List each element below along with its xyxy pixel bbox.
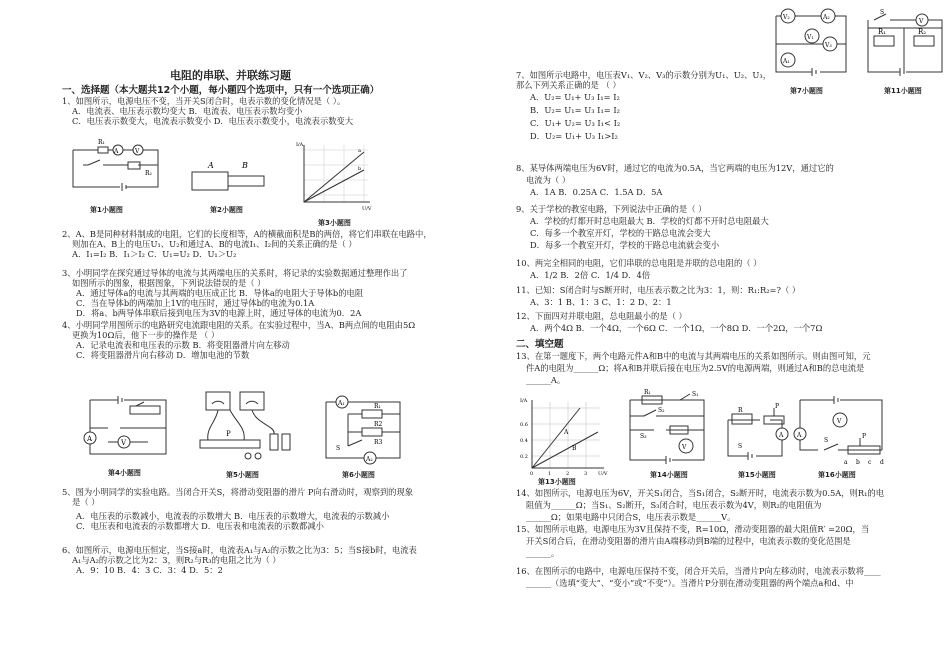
graph-13-xtick-0: 0 — [530, 471, 534, 477]
graph-3-ylabel: I/A — [296, 142, 304, 148]
question-12-options: A．两个4Ω B．一个4Ω，一个6Ω C．一个1Ω，一个8Ω D．一个2Ω，一个7Ω — [530, 323, 823, 333]
fig6-r1-label: R₁ — [374, 403, 381, 410]
question-3-stem-2: 如图所示的图象，根据图象，下列说法错误的是（ ） — [72, 278, 266, 288]
question-6-options: A．9：10 B．4：3 C．3：4 D．5：2 — [76, 565, 223, 575]
fig11-r2-label: R₂ — [918, 28, 927, 36]
fig14-s3-label: S₃ — [640, 433, 647, 440]
graph-13-ytick-0.2: 0.2 — [520, 454, 528, 460]
figure-2-conductors — [190, 160, 270, 200]
question-3 — [62, 268, 407, 318]
question-5-stem: 5、图为小明同学的实验电路。当闭合开关S，将滑动变阻器的滑片 P向右滑动时，观察到的现象 — [62, 487, 414, 497]
graph-13-line-a — [532, 408, 580, 468]
fig16-a-label: A — [797, 432, 802, 439]
question-7-option-d: D．U₂= U₁+ U₃ I₁>I₂ — [530, 131, 618, 141]
fig11-s-label: S — [880, 9, 885, 16]
caption-fig-5: 第5小题图 — [226, 471, 259, 479]
question-4-stem: 4、小明同学用图所示的电路研究电流跟电阻的关系。在实验过程中，当A、B两点间的电阻由5Ω — [62, 320, 416, 330]
fig14-v-label: V — [682, 444, 687, 451]
figure-13-iu-graph — [520, 396, 610, 476]
question-13-stem-2: 件A的电阻为______Ω；将A和B并联后接在电压为2.5V的电源两端，则通过A和B的总电流是 — [526, 363, 865, 373]
caption-fig-1: 第1小题图 — [90, 206, 123, 214]
figure-7-circuit — [768, 6, 860, 78]
question-11-stem: 11、已知：S闭合时与S断开时，电压表示数之比为3：1，则：R₁:R₂=?（ ） — [516, 285, 801, 295]
question-2 — [62, 229, 432, 259]
question-10-stem: 10、两完全相同的电阻，它们串联的总电阻是并联的总电阻的（ ） — [516, 258, 762, 268]
question-5 — [62, 487, 413, 531]
question-5-option-ab: A．电压表的示数减小，电流表的示数增大 B．电压表的示数增大，电流表的示数减小 — [76, 511, 390, 521]
question-3-stem: 3、小明同学在探究通过导体的电流与其两端电压的关系时，将记录的实验数据通过整理作出了 — [62, 268, 408, 278]
r2-label: R₂ — [145, 170, 152, 177]
question-1-options-ab: A．电流表、电压表示数均变大 B．电流表、电压表示数均变小 — [72, 106, 303, 116]
page-title: 电阻的串联、并联练习题 — [170, 69, 291, 82]
figure-1-circuit — [68, 135, 168, 195]
r1-label: R₁ — [98, 139, 105, 146]
conductor-b-label: B — [242, 161, 248, 170]
question-1-stem: 1、如图所示，电源电压不变，当开关S闭合时，电表示数的变化情况是（ ）。 — [62, 96, 346, 106]
caption-fig-16: 第16小题图 — [818, 471, 856, 479]
question-14 — [516, 488, 884, 522]
graph-13-ylabel: I/A — [520, 398, 528, 404]
question-2-stem-2: 则加在A、B上的电压U₁、U₂和通过A、B的电流I₁、I₂间的关系正确的是（ ） — [72, 239, 357, 249]
question-3-option-d: D．将a、b两导体串联后接到电压为3V的电源上时，通过导体的电流为0．2A — [76, 308, 362, 318]
question-9-option-d: D．每多一个教室开灯，学校的干路总电流就会变小 — [530, 240, 720, 250]
question-16-stem-2: ______（选填“变大”、“变小”或“不变”）。当滑片P分别在滑动变阻器的两个端点a和d、中 — [526, 578, 854, 588]
figure-3-iu-graph — [296, 140, 376, 212]
figure-11-circuit — [860, 6, 948, 78]
question-12-stem: 12、下面四对并联电阻，总电阻最小的是（ ） — [516, 311, 687, 321]
question-15-stem-2: 开关S闭合后，在滑动变阻器的滑片由A端移动到B端的过程中，电流表示数的变化范围是 — [526, 536, 851, 546]
fig7-a1-label: A₁ — [783, 58, 790, 65]
question-6 — [62, 545, 417, 575]
question-8-stem-2: 电流为（ ） — [526, 175, 571, 185]
fig16-v-label: V — [837, 418, 842, 425]
question-14-stem-3: ______Ω；如果电路中只闭合S，电压表示数是______V。 — [526, 512, 736, 522]
question-9-stem: 9、关于学校的教室电路，下列说法中正确的是（ ） — [516, 204, 707, 214]
fig16-d-label: d — [880, 459, 884, 466]
question-8-options: A．1A B．0.25A C．1.5A D．5A — [530, 187, 663, 197]
fig15-r-label: R — [738, 407, 743, 414]
question-6-stem-2: A₁与A₂的示数之比为2：3，则R₂与R₃的电阻之比为（ ） — [72, 555, 281, 565]
figure-14-circuit — [624, 390, 718, 468]
question-1 — [62, 96, 353, 126]
caption-fig-15: 第15小题图 — [738, 471, 776, 479]
question-9-option-c: C．每多一个教室开灯，学校的干路总电流会变大 — [530, 228, 711, 238]
question-14-stem: 14、如图所示，电源电压为6V，开关S₁闭合，当S₁闭合，S₂断开时，电流表示数为0.5A，则R₁的电 — [516, 488, 885, 498]
graph-3-line-a — [304, 152, 364, 202]
question-7-stem: 7、如图所示电路中，电压表V₁、V₂、V₃的示数分别为U₁、U₂、U₃， — [516, 70, 772, 80]
question-9-option-ab: A．学校的灯都开时总电阻最大 B．学校的灯都不开时总电阻最大 — [530, 216, 769, 226]
question-4-stem-2: 更换为10Ω后，他下一步的操作是 （ ） — [72, 330, 220, 340]
graph-13-series-a: A — [564, 429, 569, 436]
question-16-stem: 16、在图所示的电路中，电源电压保持不变，闭合开关后，当滑片P向左移动时，电流表示数将____ — [516, 566, 881, 576]
question-11 — [516, 285, 800, 307]
section-heading-choice: 一、选择题（本大题共12个小题，每小题四个选项中，只有一个选项正确） — [62, 85, 380, 96]
fig6-r3-label: R3 — [374, 439, 383, 446]
question-3-option-ab: A．通过导体a的电流与其两端的电压成正比 B．导体a的电阻大于导体b的电阻 — [76, 288, 364, 298]
question-7 — [516, 70, 771, 141]
fig7-v1-label: V₁ — [807, 34, 814, 41]
caption-fig-2: 第2小题图 — [210, 206, 243, 214]
fig6-a1-label: A₁ — [338, 400, 345, 407]
fig15-p-label: P — [775, 403, 780, 410]
fig16-a-end-label: a — [844, 459, 848, 466]
question-15 — [516, 524, 869, 558]
question-10 — [516, 258, 762, 280]
fig6-s-label: S — [336, 445, 341, 452]
question-8 — [516, 163, 834, 197]
fig14-s2-label: S₂ — [658, 407, 665, 414]
question-9 — [516, 204, 769, 250]
fig7-v3-label: V₃ — [825, 42, 832, 49]
question-5-stem-2: 是（ ） — [72, 497, 100, 507]
section-heading-fill: 二、填空题 — [516, 339, 564, 350]
caption-fig-6: 第6小题图 — [342, 471, 375, 479]
question-2-stem: 2、A、B是同种材料制成的电阻，它们的长度相等，A的横截面积是B的两倍，将它们串联在电路中， — [62, 229, 432, 239]
question-4-option-ab: A．记录电流表和电压表的示数 B．将变阻器滑片向左移动 — [76, 340, 290, 350]
graph-13-xlabel: U/V — [598, 471, 608, 477]
question-14-stem-2: 阻值为______Ω；当S₁、S₂断开，S₃闭合时，电压表示数为4V，则R₂的电阻值为 — [526, 500, 822, 510]
ammeter-label: A — [114, 148, 119, 155]
caption-fig-14: 第14小题图 — [650, 471, 688, 479]
fig16-b-label: b — [856, 459, 860, 466]
question-7-stem-2: 那么下列关系正确的是 （ ） — [516, 80, 621, 90]
question-2-options: A．I₁=I₂ B．I₁＞I₂ C．U₁=U₂ D．U₁＞U₂ — [72, 249, 237, 259]
caption-fig-4: 第4小题图 — [108, 469, 141, 477]
question-15-stem: 15、如图所示电路，电源电压为3V且保持不变，R=10Ω，滑动变阻器的最大阻值R′ =20Ω，当 — [516, 524, 870, 534]
caption-fig-7: 第7小题图 — [790, 87, 823, 95]
caption-fig-11: 第11小题图 — [884, 87, 922, 95]
question-1-options-cd: C．电压表示数变大，电流表示数变小 D．电压表示数变小，电流表示数变大 — [72, 116, 354, 126]
question-13-stem-3: ______A。 — [526, 375, 566, 385]
fig16-c-label: c — [868, 459, 872, 466]
fig15-a-label: A — [779, 432, 784, 439]
fig7-a2-label: A₂ — [823, 14, 830, 21]
question-10-options: A．1/2 B．2倍 C．1/4 D．4倍 — [530, 270, 651, 280]
fig14-r1-label: R₁ — [644, 389, 651, 396]
question-7-option-c: C．U₁+ U₂= U₃ I₁< I₂ — [530, 118, 621, 128]
graph-13-ytick-0.4: 0.4 — [520, 438, 528, 444]
question-4 — [62, 320, 415, 360]
graph-13-xtick-2: 2 — [566, 471, 570, 477]
caption-fig-3: 第3小题图 — [318, 219, 351, 227]
figure-4-circuit — [78, 392, 178, 460]
figure-15-circuit — [720, 398, 800, 464]
graph-3-line-b — [304, 170, 364, 202]
question-7-option-b: B．U₂= U₁= U₃ I₁= I₂ — [530, 105, 620, 115]
fig4-voltmeter-label: V — [121, 439, 127, 447]
question-13-stem: 13、在第一题度下，两个电路元件A和B中的电流与其两端电压的关系如图所示。则由图可知，元 — [516, 351, 871, 361]
fig5-slider-label: P — [226, 430, 231, 438]
figure-6-circuit — [322, 388, 406, 466]
question-6-stem: 6、如图所示，电源电压恒定，当S接a时，电流表A₁与A₂的示数之比为3：5；当S接b时，电流表 — [62, 545, 417, 555]
graph-13-ytick-0.6: 0.6 — [520, 422, 528, 428]
question-4-option-cd: C．将变阻器滑片向右移动 D．增加电池的节数 — [76, 350, 250, 360]
fig11-v-label: V — [919, 18, 924, 25]
fig14-s1-label: S₁ — [692, 391, 699, 398]
fig4-ammeter-label: A — [87, 435, 93, 443]
caption-fig-13: 第13小题图 — [538, 478, 576, 486]
fig11-r1-label: R₁ — [878, 28, 887, 36]
question-12 — [516, 311, 822, 333]
question-3-option-c: C．当在导体b的两端加上1V的电压时，通过导体b的电流为0.1A — [76, 298, 315, 308]
conductor-a-label: A — [208, 161, 214, 170]
graph-3-series-b: b — [358, 166, 362, 172]
question-11-options: A、3：1 B、1：3 C、1：2 D、2：1 — [530, 297, 672, 307]
figure-5-apparatus — [196, 388, 300, 464]
fig15-s-label: S — [738, 443, 743, 450]
fig6-a2-label: A₂ — [366, 456, 373, 463]
graph-13-series-b: B — [572, 445, 577, 452]
graph-13-xtick-1: 1 — [548, 471, 552, 477]
figure-16-circuit — [794, 390, 890, 466]
fig7-v2-label: V₂ — [783, 14, 790, 21]
question-5-option-cd: C．电压表和电流表的示数都增大 D．电压表和电流表的示数都减小 — [76, 521, 324, 531]
question-7-option-a: A．U₂= U₁+ U₃ I₁= I₂ — [530, 92, 620, 102]
fig6-r2-label: R2 — [374, 421, 383, 428]
graph-3-xlabel: U/V — [362, 206, 372, 212]
fig16-s-label: S — [824, 437, 829, 444]
graph-13-line-b — [532, 432, 598, 468]
question-15-stem-3: ______。 — [526, 548, 560, 558]
question-8-stem: 8、某导体两端电压为6V时，通过它的电流为0.5A，当它两端的电压为12V，通过它的 — [516, 163, 834, 173]
voltmeter-label: V — [135, 148, 140, 155]
graph-13-xtick-3: 3 — [584, 471, 588, 477]
fig16-p-label: P — [862, 433, 867, 440]
question-13 — [516, 351, 871, 385]
graph-3-series-a: a — [358, 148, 361, 154]
question-16 — [516, 566, 881, 588]
